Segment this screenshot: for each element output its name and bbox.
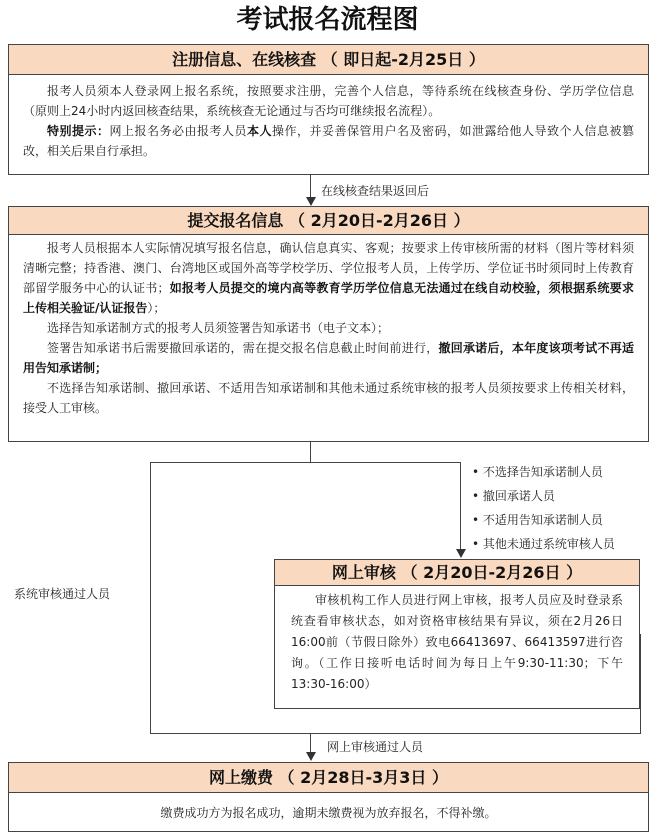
- manual-item-label: 不选择告知承诺制人员: [482, 465, 603, 479]
- page-title: 考试报名流程图: [236, 5, 419, 35]
- step-register-box: [8, 44, 649, 175]
- step-submit-para-1: [23, 238, 634, 318]
- step-payment-heading: 网上缴费 （ 2月28日-3月3日 ）: [9, 763, 648, 793]
- connector-line: [150, 462, 460, 463]
- submit-text-a: 报考人员根据本人实际情况填写报名信息，确认信息真实、客观；按要求上传审核所需的材料（图片等材料须清晰完整；持香港、澳门、台湾地区或国外高等学校学历、学位报考人员，上传学历、学位证书时须同时上传教育部留学服务中心的认证书；: [23, 241, 634, 295]
- step-review-heading: 网上审核 （ 2月20日-2月26日 ）: [275, 560, 639, 586]
- step-submit-body: [9, 235, 648, 424]
- step-register-text: 报考人员须本人登录网上报名系统，按照要求注册，完善个人信息，等待系统在线核查身份、学历学位信息（原则上24小时内返回核查结果，系统核查无论通过与否均可继续报名流程）。: [23, 84, 634, 118]
- manual-item-label: 其他未通过系统审核人员: [482, 537, 615, 551]
- down-arrow-icon: [306, 752, 316, 761]
- withdraw-text: 签署告知承诺书后需要撤回承诺的，需在提交报名信息截止时间前进行，: [47, 341, 439, 355]
- submit-text-emphasis: 如报考人员提交的境内高等教育学历学位信息无法通过在线自动校验，须根据系统要求上传相关验证/认证报告: [23, 281, 634, 315]
- withdraw-text-emphasis: 撤回承诺后，本年度该项考试不再适用告知承诺制；: [23, 341, 634, 375]
- manual-review-list: [472, 460, 615, 556]
- step-review-text: 审核机构工作人员进行网上审核，报考人员应及时登录系统查看审核状态，如对资格审核结果有异议，须在2月26日16:00前（节假日除外）致电66413697、66413597进行咨询。（工作日接听电话时间为每日上午9:30-11:30；下午13:30-16:00）: [291, 593, 623, 691]
- list-item: • 不选择告知承诺制人员: [472, 465, 603, 479]
- manual-item-label: 不适用告知承诺制人员: [482, 513, 603, 527]
- connector-line: [310, 442, 311, 462]
- submit-text-c: ）；: [147, 301, 166, 315]
- list-item: • 其他未通过系统审核人员: [472, 537, 615, 551]
- list-item: • 撤回承诺人员: [472, 489, 555, 503]
- bypass-label: 系统审核通过人员: [14, 587, 111, 601]
- connector-line: [640, 634, 641, 734]
- tip-text-emphasis: 本人: [247, 124, 272, 138]
- special-tip-label: 特别提示：: [47, 124, 110, 138]
- step-submit-para-3: [23, 338, 634, 378]
- step-register-tip: [23, 121, 634, 161]
- list-item: • 不适用告知承诺制人员: [472, 513, 603, 527]
- down-arrow-icon: [456, 549, 466, 558]
- step-payment-text: 缴费成功方为报名成功，逾期未缴费视为放弃报名，不得补缴。: [160, 806, 497, 820]
- tip-text-c: 操作，并妥善保管用户名及密码，如泄露给他人导致个人信息被篡改，相关后果自行承担。: [23, 124, 634, 158]
- step-review-body: [275, 586, 639, 699]
- step-submit-para-4: 不选择告知承诺制、撤回承诺、不适用告知承诺制和其他未通过系统审核的报考人员须按要求上传相关材料，接受人工审核。: [23, 381, 634, 415]
- step-submit-para-2: 选择告知承诺制方式的报考人员须签署告知承诺书（电子文本）；: [47, 321, 390, 335]
- connector-line: [460, 462, 461, 550]
- manual-item-label: 撤回承诺人员: [482, 489, 555, 503]
- step-review-box: [274, 559, 640, 709]
- step-submit-heading: 提交报名信息 （ 2月20日-2月26日 ）: [9, 207, 648, 235]
- connector-line: [310, 734, 311, 752]
- connector-line: [150, 733, 640, 734]
- connector-line: [310, 175, 311, 197]
- step-register-heading: 注册信息、在线核查 （ 即日起-2月25日 ）: [9, 45, 648, 75]
- step-payment-box: [8, 762, 649, 832]
- connector-line: [150, 462, 151, 734]
- tip-text-a: 网上报名务必由报考人员: [109, 124, 247, 138]
- step-register-body: [9, 75, 648, 167]
- arrow-label-review-passed: 网上审核通过人员: [327, 740, 424, 754]
- down-arrow-icon: [306, 197, 316, 206]
- arrow-label-check-result: 在线核查结果返回后: [321, 184, 430, 198]
- step-payment-body: [9, 793, 648, 829]
- step-submit-box: [8, 206, 649, 442]
